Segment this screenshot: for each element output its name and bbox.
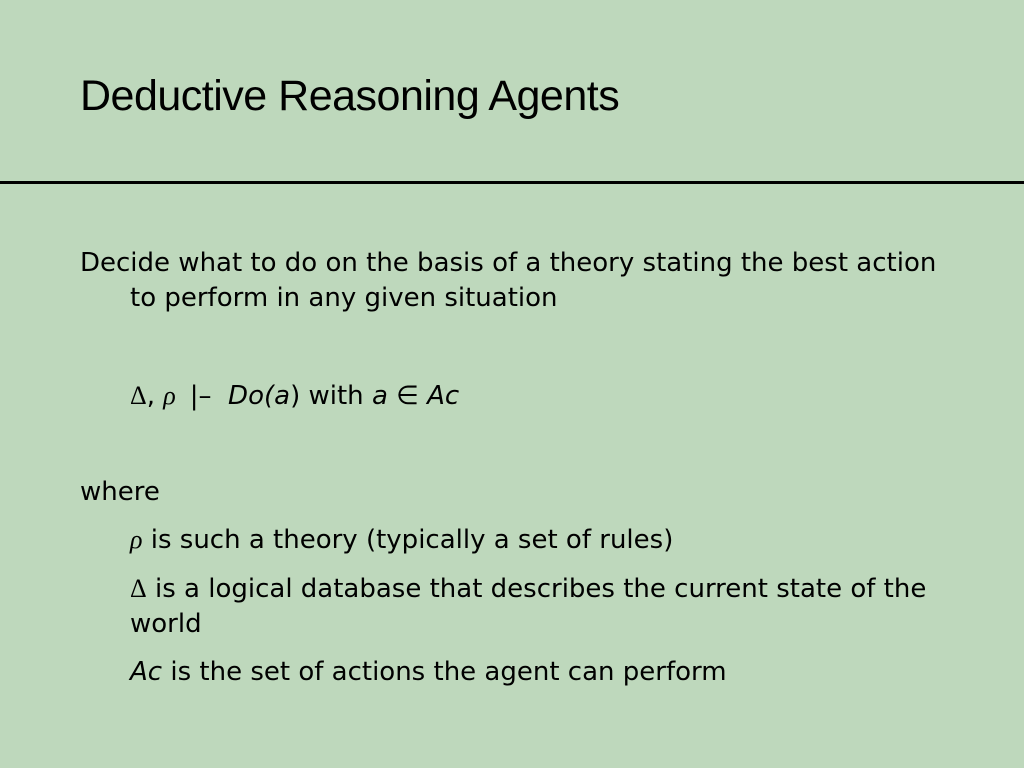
element-of-symbol: ∈ [396,381,419,410]
slide-title: Deductive Reasoning Agents [80,72,620,120]
paren-open: ( [263,381,275,411]
title-divider [0,181,1024,184]
do-function: Do [228,381,264,411]
definition-rho [80,522,960,558]
with-word: with [300,381,372,411]
delta-symbol: Δ [130,381,147,410]
delta-symbol: Δ [130,574,147,603]
intro-paragraph: Decide what to do on the basis of a theory stating the best action to perform in any given situation [80,248,937,313]
formula-line [80,378,960,414]
definition-text: is the set of actions the agent can perform [162,657,727,687]
paren-close: ) [290,381,301,411]
definition-text: is a logical database that describes the current state of the world [130,574,927,639]
action-set-symbol: Ac [427,381,460,411]
do-argument: a [274,381,291,411]
formula-comma: , [146,381,155,411]
slide-body [80,246,960,690]
variable-a: a [371,381,388,411]
definition-delta [80,571,960,642]
turnstile-symbol: |– [189,381,212,411]
definition-ac [80,655,960,690]
action-set-symbol: Ac [130,657,163,687]
rho-symbol: ρ [163,381,176,410]
definition-text: is such a theory (typically a set of rules) [142,525,674,555]
where-label: where [80,477,160,507]
rho-symbol: ρ [130,525,143,554]
